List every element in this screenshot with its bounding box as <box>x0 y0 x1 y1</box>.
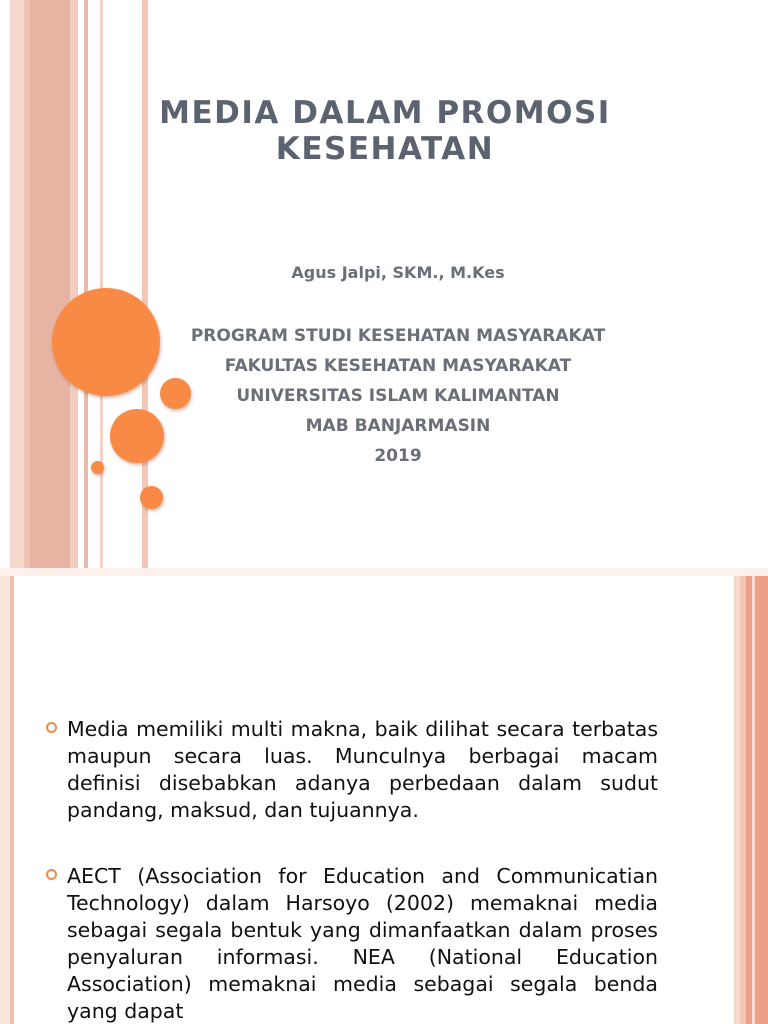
institution-block <box>148 321 648 471</box>
institution-line: MAB BANJARMASIN <box>305 416 491 436</box>
institution-line: PROGRAM STUDI KESEHATAN MASYARAKAT <box>190 326 606 346</box>
paragraph-text: Media memiliki multi makna, baik dilihat secara terbatas maupun secara luas. Munculnya berbagai macam definisi disebabkan adanya perbedaan dalam sudut pandang, maksud, dan tujuannya. <box>67 717 658 822</box>
institution-line: UNIVERSITAS ISLAM KALIMANTAN <box>236 386 560 406</box>
bullet-circle-icon <box>46 869 57 880</box>
bullet-paragraph <box>46 716 658 824</box>
title-line-1: MEDIA DALAM PROMOSI <box>159 95 611 131</box>
decorative-stripe <box>70 0 78 576</box>
slide-content <box>0 576 768 1024</box>
decorative-stripe <box>752 576 755 1024</box>
year: 2019 <box>374 446 422 466</box>
decorative-stripe <box>30 0 70 576</box>
decorative-stripe <box>10 576 14 1024</box>
bullet-circle-icon <box>46 722 57 733</box>
decorative-stripe <box>746 576 768 1024</box>
slide-title-text <box>140 95 630 167</box>
decorative-circle-large <box>52 288 160 396</box>
author-name: Agus Jalpi, SKM., M.Kes <box>291 263 505 282</box>
institution-line: FAKULTAS KESEHATAN MASYARAKAT <box>224 356 572 376</box>
bullet-paragraph <box>46 863 658 1024</box>
paragraph-text: AECT (Association for Education and Communicatian Technology) dalam Harsoyo (2002) memaknai media sebagai segala bentuk yang dimanfaatkan dalam proses penyaluran informasi. NEA (National Education Association) memaknai media sebagai segala benda yang dapat <box>67 864 658 1023</box>
decorative-stripe <box>10 0 24 576</box>
slide-bottom-band <box>0 568 768 576</box>
title-line-2: KESEHATAN <box>275 131 495 167</box>
decorative-stripe <box>84 0 88 576</box>
decorative-circle-tiny <box>91 461 104 474</box>
decorative-stripe <box>0 576 10 1024</box>
decorative-circle-small <box>140 486 163 509</box>
